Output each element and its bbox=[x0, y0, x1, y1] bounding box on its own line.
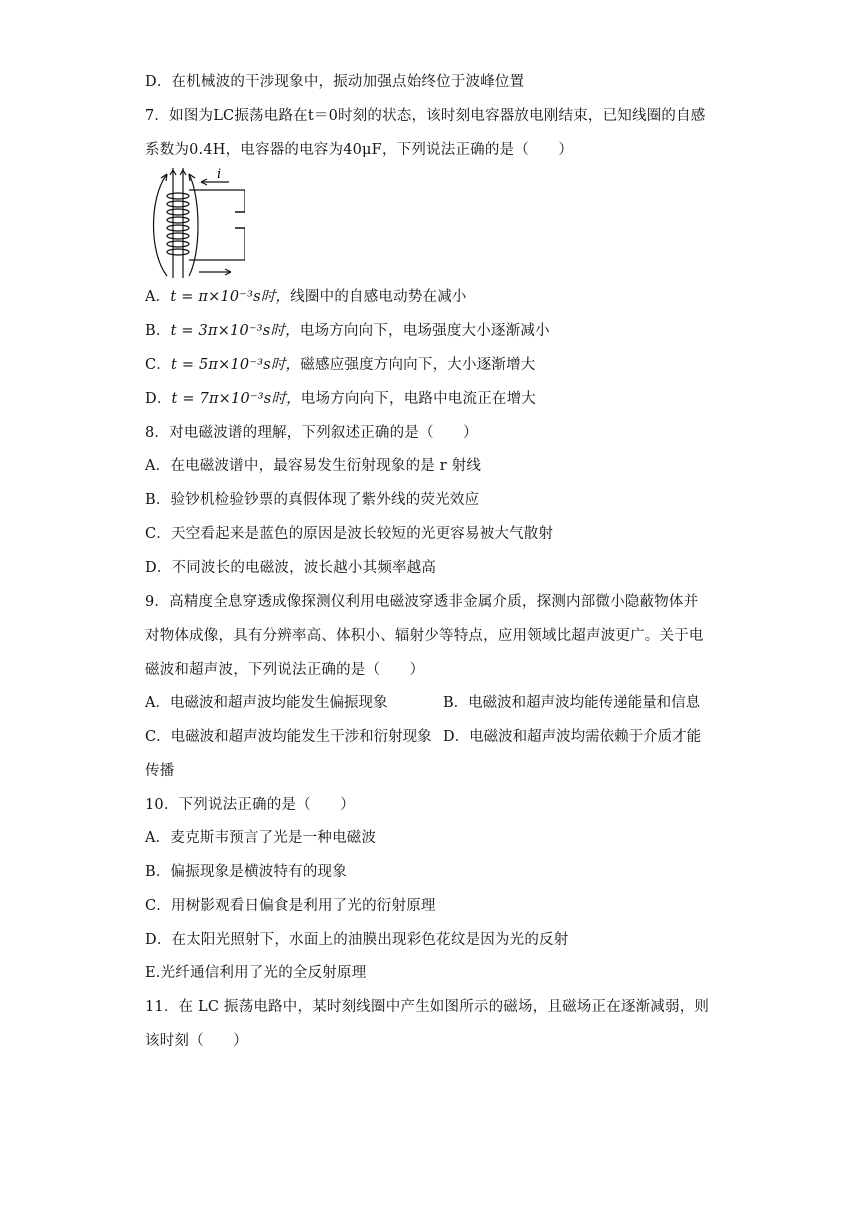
q6-option-d: D．在机械波的干涉现象中，振动加强点始终位于波峰位置 bbox=[145, 74, 525, 90]
q11-stem-line2: 该时刻（ ） bbox=[145, 1033, 248, 1049]
q7-stem-line2: 系数为0.4H，电容器的电容为40μF，下列说法正确的是（ ） bbox=[145, 142, 574, 158]
q7-option-a: A．t = π×10⁻³s时，线圈中的自感电动势在减小 bbox=[145, 289, 467, 305]
q10-option-b: B．偏振现象是横波特有的现象 bbox=[145, 864, 347, 880]
q8-stem: 8．对电磁波谱的理解，下列叙述正确的是（ ） bbox=[145, 425, 478, 441]
q10-stem: 10．下列说法正确的是（ ） bbox=[145, 797, 355, 813]
field-line-left bbox=[154, 174, 168, 276]
field-line-right bbox=[189, 174, 198, 276]
lc-circuit-diagram bbox=[145, 168, 245, 280]
q8-option-c: C．天空看起来是蓝色的原因是波长较短的光更容易被大气散射 bbox=[145, 526, 554, 542]
field-arrow-up-icon bbox=[170, 170, 186, 175]
q9-option-b: B．电磁波和超声波均能传递能量和信息 bbox=[443, 695, 701, 711]
q9-option-d-continued: 传播 bbox=[145, 763, 175, 779]
q9-option-c: C．电磁波和超声波均能发生干涉和衍射现象 bbox=[145, 729, 432, 745]
q7-stem-line1: 7．如图为LC振荡电路在t＝0时刻的状态，该时刻电容器放电刚结束，已知线圈的自感 bbox=[145, 108, 706, 124]
q10-option-d: D．在太阳光照射下，水面上的油膜出现彩色花纹是因为光的反射 bbox=[145, 932, 569, 948]
q9-option-d: D．电磁波和超声波均需依赖于介质才能 bbox=[443, 729, 702, 745]
q8-option-d: D．不同波长的电磁波，波长越小其频率越高 bbox=[145, 560, 437, 576]
q9-option-a: A．电磁波和超声波均能发生偏振现象 bbox=[145, 695, 388, 711]
current-label: i bbox=[217, 168, 222, 182]
q8-option-a: A．在电磁波谱中，最容易发生衍射现象的是 r 射线 bbox=[145, 458, 482, 474]
q10-option-a: A．麦克斯韦预言了光是一种电磁波 bbox=[145, 830, 377, 846]
q7-option-c: C．t = 5π×10⁻³s时，磁感应强度方向向下，大小逐渐增大 bbox=[145, 357, 536, 373]
q8-option-b: B．验钞机检验钞票的真假体现了紫外线的荧光效应 bbox=[145, 492, 480, 508]
q9-stem-line3: 磁波和超声波，下列说法正确的是（ ） bbox=[145, 662, 425, 678]
q10-option-e: E.光纤通信利用了光的全反射原理 bbox=[145, 965, 367, 981]
q7-option-b: B．t = 3π×10⁻³s时，电场方向向下，电场强度大小逐渐减小 bbox=[145, 323, 550, 339]
q11-stem-line1: 11．在 LC 振荡电路中，某时刻线圈中产生如图所示的磁场，且磁场正在逐渐减弱，则 bbox=[145, 999, 710, 1015]
q10-option-c: C．用树影观看日偏食是利用了光的衍射原理 bbox=[145, 898, 436, 914]
q9-stem-line1: 9．高精度全息穿透成像探测仪利用电磁波穿透非金属介质，探测内部微小隐蔽物体并 bbox=[145, 594, 699, 610]
q7-option-d: D．t = 7π×10⁻³s时，电场方向向下，电路中电流正在增大 bbox=[145, 391, 536, 407]
q9-stem-line2: 对物体成像，具有分辨率高、体积小、辐射少等特点，应用领域比超声波更广。关于电 bbox=[145, 628, 704, 644]
coil bbox=[167, 193, 189, 255]
